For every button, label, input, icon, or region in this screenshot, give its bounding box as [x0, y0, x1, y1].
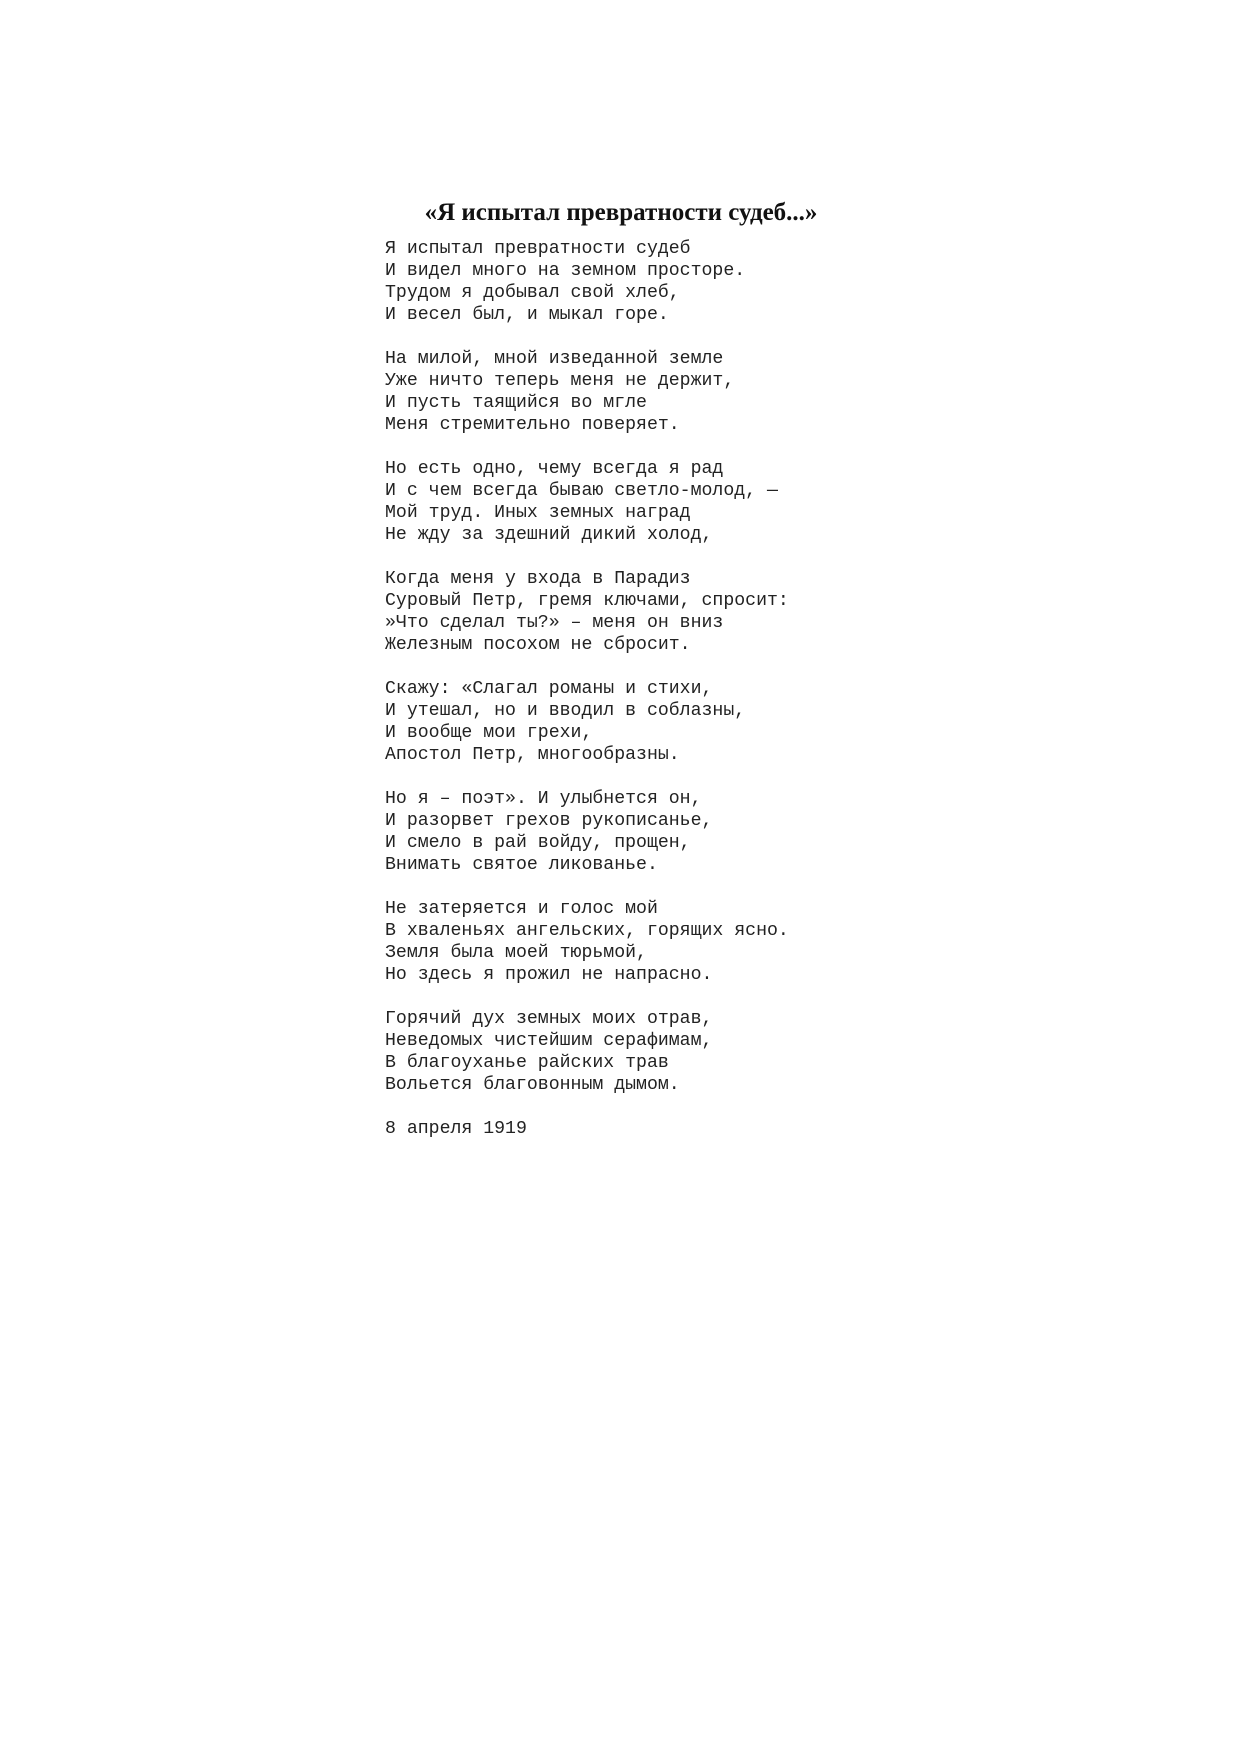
poem-line: Не затеряется и голос мой	[385, 899, 658, 919]
poem-line: Но есть одно, чему всегда я рад	[385, 459, 724, 479]
stanza-3	[385, 458, 1185, 546]
poem-line: В благоуханье райских трав	[385, 1053, 669, 1073]
poem-line: На милой, мной изведанной земле	[385, 349, 724, 369]
stanza-4	[385, 568, 1185, 656]
poem-line: Меня стремительно поверяет.	[385, 415, 680, 435]
poem-line: И разорвет грехов рукописанье,	[385, 811, 713, 831]
poem-line: Когда меня у входа в Парадиз	[385, 569, 691, 589]
poem-line: В хваленьях ангельских, горящих ясно.	[385, 921, 789, 941]
poem-line: И вообще мои грехи,	[385, 723, 593, 743]
poem-date: 8 апреля 1919	[385, 1119, 527, 1139]
stanza-7	[385, 898, 1185, 986]
poem-line: Вольется благовонным дымом.	[385, 1075, 680, 1095]
stanza-5	[385, 678, 1185, 766]
poem-line: Я испытал превратности судеб	[385, 239, 691, 259]
poem-line: Уже ничто теперь меня не держит,	[385, 371, 735, 391]
poem-line: Земля была моей тюрьмой,	[385, 943, 647, 963]
poem-line: Горячий дух земных моих отрав,	[385, 1009, 713, 1029]
poem-line: И весел был, и мыкал горе.	[385, 305, 669, 325]
stanza-6	[385, 788, 1185, 876]
poem-line: Железным посохом не сбросит.	[385, 635, 691, 655]
poem-line: Мой труд. Иных земных наград	[385, 503, 691, 523]
stanza-8	[385, 1008, 1185, 1096]
poem-line: Но здесь я прожил не напрасно.	[385, 965, 713, 985]
poem-line: И с чем всегда бываю светло-молод, —	[385, 481, 778, 501]
poem-line: Скажу: «Слагал романы и стихи,	[385, 679, 713, 699]
poem-line: Апостол Петр, многообразны.	[385, 745, 680, 765]
stanza-1	[385, 238, 1185, 326]
poem-line: Суровый Петр, гремя ключами, спросит:	[385, 591, 789, 611]
poem-line: Но я – поэт». И улыбнется он,	[385, 789, 702, 809]
poem-line: Не жду за здешний дикий холод,	[385, 525, 713, 545]
poem-line: Трудом я добывал свой хлеб,	[385, 283, 680, 303]
poem-line: И видел много на земном просторе.	[385, 261, 746, 281]
stanza-2	[385, 348, 1185, 436]
poem-title: «Я испытал превратности судеб...»	[424, 199, 818, 226]
poem-line: »Что сделал ты?» – меня он вниз	[385, 613, 724, 633]
poem-line: И утешал, но и вводил в соблазны,	[385, 701, 746, 721]
poem-line: И смело в рай войду, прощен,	[385, 833, 691, 853]
poem-body	[385, 238, 1185, 1140]
poem-line: Внимать святое ликованье.	[385, 855, 658, 875]
poem-line: Неведомых чистейшим серафимам,	[385, 1031, 713, 1051]
poem-line: И пусть таящийся во мгле	[385, 393, 647, 413]
